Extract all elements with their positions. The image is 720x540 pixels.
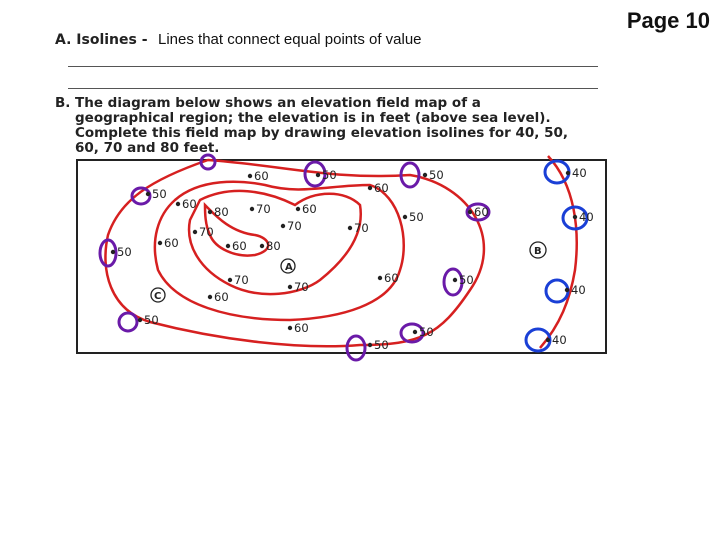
elevation-value: 40 <box>572 166 587 180</box>
elevation-dot <box>281 224 285 228</box>
elevation-value: 70 <box>199 225 214 239</box>
elevation-dot <box>208 210 212 214</box>
elevation-value: 60 <box>474 205 489 219</box>
elevation-dot <box>453 278 457 282</box>
elevation-value: 50 <box>374 338 389 352</box>
elevation-dot <box>348 226 352 230</box>
elevation-dot <box>413 330 417 334</box>
elevation-dot <box>546 338 550 342</box>
marker-circle <box>119 313 137 331</box>
elevation-value: 60 <box>182 197 197 211</box>
elevation-dot <box>111 250 115 254</box>
elevation-dot <box>250 207 254 211</box>
elevation-dot <box>248 174 252 178</box>
location-b: B <box>534 246 542 257</box>
elevation-dot <box>146 192 150 196</box>
elevation-value: 40 <box>579 210 594 224</box>
elevation-value: 70 <box>354 221 369 235</box>
elevation-dot <box>566 171 570 175</box>
elevation-dot <box>226 244 230 248</box>
elevation-value: 50 <box>459 273 474 287</box>
elevation-value: 80 <box>266 239 281 253</box>
elevation-value: 50 <box>152 187 167 201</box>
elevation-value: 70 <box>287 219 302 233</box>
marker-circle <box>546 280 568 302</box>
location-b-marker <box>530 242 546 258</box>
question-a-label: A. Isolines - <box>55 32 148 48</box>
elevation-dot <box>378 276 382 280</box>
location-c: C <box>154 291 162 302</box>
elevation-value: 50 <box>419 325 434 339</box>
elevation-value: 40 <box>552 333 567 347</box>
question-b-label: B. <box>55 95 71 111</box>
elevation-value: 70 <box>256 202 271 216</box>
elevation-dot <box>138 318 142 322</box>
marker-circle <box>545 161 569 183</box>
location-a: A <box>285 262 293 273</box>
elevation-dot <box>316 173 320 177</box>
elevation-dot <box>368 186 372 190</box>
elevation-dot <box>565 288 569 292</box>
elevation-value: 60 <box>294 321 309 335</box>
elevation-value: 60 <box>384 271 399 285</box>
location-a-marker <box>281 259 295 273</box>
elevation-value: 60 <box>374 181 389 195</box>
elevation-dot <box>176 202 180 206</box>
elevation-dot <box>296 207 300 211</box>
elevation-value: 60 <box>232 239 247 253</box>
elevation-dot <box>228 278 232 282</box>
elevation-dot <box>158 241 162 245</box>
elevation-value: 50 <box>144 313 159 327</box>
elevation-dot <box>193 230 197 234</box>
elevation-value: 50 <box>117 245 132 259</box>
elevation-value: 50 <box>322 168 337 182</box>
question-b-text: The diagram below shows an elevation field map of a geographical region; the elevation is in feet (above sea level). Complete this field map by drawing elevation isolines for 40, 50, 60, 70 and 80 feet. <box>75 95 569 156</box>
elevation-value: 60 <box>254 169 269 183</box>
elevation-dot <box>468 210 472 214</box>
elevation-value: 60 <box>214 290 229 304</box>
elevation-value: 70 <box>234 273 249 287</box>
elevation-dot <box>573 215 577 219</box>
page-number: Page 10 <box>626 8 710 33</box>
marker-circle <box>347 336 365 360</box>
elevation-dot <box>403 215 407 219</box>
elevation-value: 60 <box>302 202 317 216</box>
elevation-dot <box>368 343 372 347</box>
elevation-dot <box>288 326 292 330</box>
elevation-dot <box>288 285 292 289</box>
elevation-dot <box>208 295 212 299</box>
elevation-dot <box>423 173 427 177</box>
question-a-answer: Lines that connect equal points of value <box>158 31 422 48</box>
elevation-value: 70 <box>294 280 309 294</box>
elevation-value: 50 <box>429 168 444 182</box>
elevation-value: 40 <box>571 283 586 297</box>
elevation-value: 50 <box>409 210 424 224</box>
location-c-marker <box>151 288 165 302</box>
elevation-value: 80 <box>214 205 229 219</box>
elevation-dot <box>260 244 264 248</box>
elevation-value: 60 <box>164 236 179 250</box>
